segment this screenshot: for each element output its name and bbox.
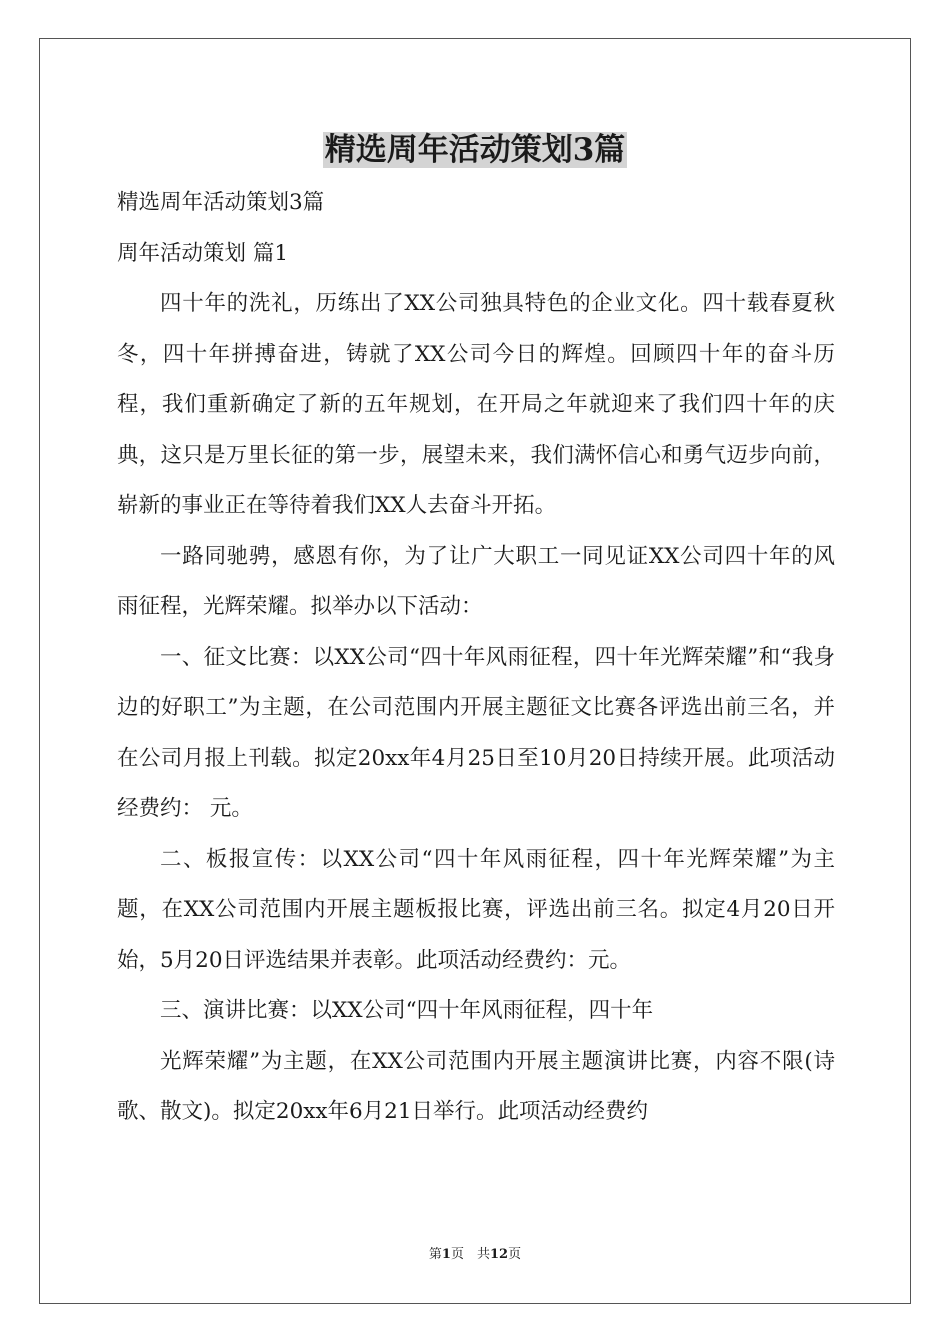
footer-prefix: 第 [428, 1247, 442, 1262]
paragraph-speech-contest: 三、演讲比赛：以XX公司“四十年风雨征程，四十年 [160, 998, 654, 1023]
document-body [117, 178, 835, 1138]
document-subtitle: 精选周年活动策划3篇 [117, 190, 325, 215]
footer-suffix: 页 [508, 1247, 522, 1262]
paragraph-blackboard: 二、板报宣传：以XX公司“四十年风雨征程，四十年光辉荣耀”为主题，在XX公司范围内开展主题板报比赛，评选出前三名。拟定4月20日开始，5月20日评选结果并表彰。此项活动经费约：元。 [117, 846, 835, 973]
footer-total-pages: 12 [489, 1247, 509, 1262]
section-heading: 周年活动策划 篇1 [117, 240, 289, 266]
document-title-text: 精选周年活动策划3篇 [324, 132, 626, 168]
footer-current-page: 1 [441, 1247, 451, 1262]
paragraph-activities-intro: 一路同驰骋，感恩有你，为了让广大职工一同见证XX公司四十年的风雨征程，光辉荣耀。拟举办以下活动： [117, 543, 835, 619]
document-title [0, 128, 950, 172]
footer-mid: 页 共 [450, 1247, 490, 1262]
page-footer [0, 1246, 950, 1264]
paragraph-speech-contest-continued: 光辉荣耀”为主题，在XX公司范围内开展主题演讲比赛，内容不限(诗歌、散文)。拟定20xx年6月21日举行。此项活动经费约 [117, 1048, 835, 1124]
paragraph-intro: 四十年的洗礼，历练出了XX公司独具特色的企业文化。四十载春夏秋冬，四十年拼搏奋进，铸就了XX公司今日的辉煌。回顾四十年的奋斗历程，我们重新确定了新的五年规划，在开局之年就迎来了我们四十年的庆典，这只是万里长征的第一步，展望未来，我们满怀信心和勇气迈步向前，崭新的事业正在等待着我们XX人去奋斗开拓。 [117, 291, 835, 518]
paragraph-essay-contest: 一、征文比赛：以XX公司“四十年风雨征程，四十年光辉荣耀”和“我身边的好职工”为主题，在公司范围内开展主题征文比赛各评选出前三名，并在公司月报上刊载。拟定20xx年4月25日至10月20日持续开展。此项活动经费约： 元。 [117, 644, 835, 821]
